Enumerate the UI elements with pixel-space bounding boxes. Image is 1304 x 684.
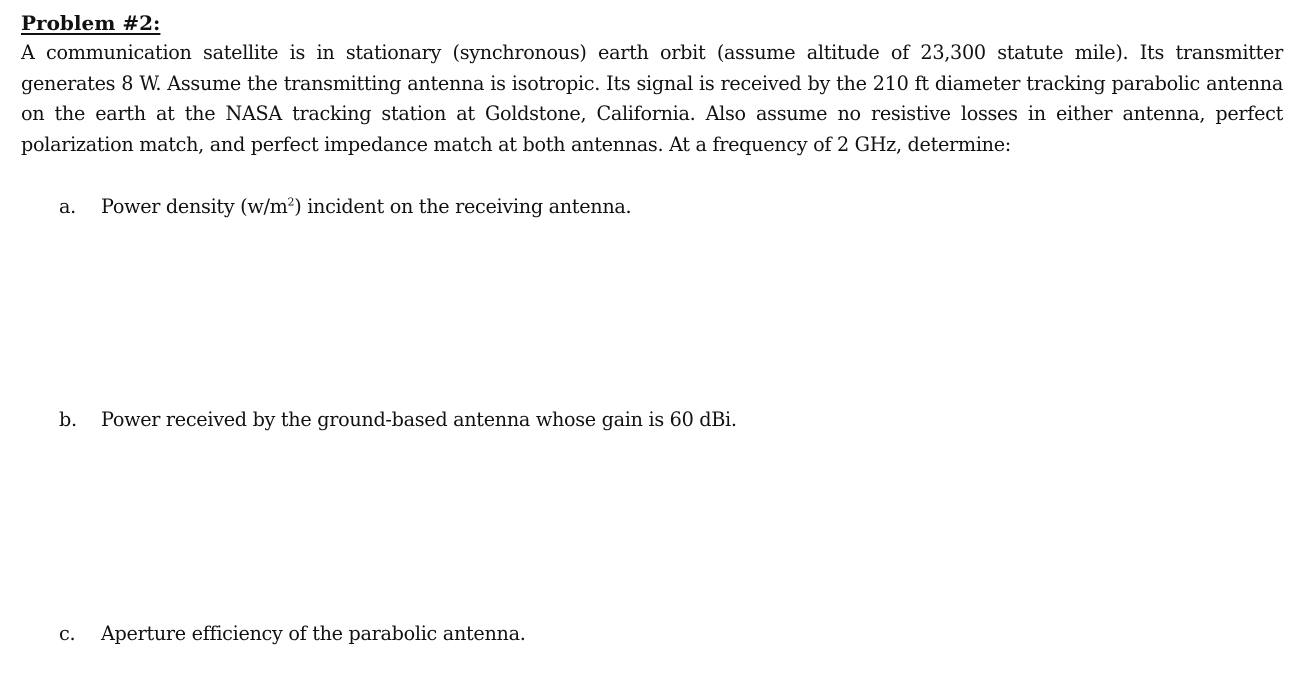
question-part-c [59,620,526,648]
question-part-a [59,193,631,221]
question-part-a-marker: a. [59,195,76,218]
question-part-c-text: Aperture efficiency of the parabolic antenna. [101,622,526,645]
question-part-b-text: Power received by the ground-based antenna whose gain is 60 dBi. [101,408,737,431]
question-part-c-marker: c. [59,622,76,645]
problem-statement: A communication satellite is in stationary (synchronous) earth orbit (assume altitude of 23,300 statute mile). Its transmitter generates 8 W. Assume the transmitting antenna is isotropic. Its signal is received by the 210 ft diameter tracking parabolic antenna on the earth at the NASA tracking station at Goldstone, California. Also assume no resistive losses in either antenna, perfect polarization match, and perfect impedance match at both antennas. At a frequency of 2 GHz, determine: [21,41,1283,156]
question-part-a-text-before: Power density (w/m [101,195,288,218]
question-part-b [59,406,737,434]
question-part-b-marker: b. [59,408,77,431]
question-part-a-superscript: 2 [287,195,295,209]
problem-document [21,8,1283,645]
question-part-a-text-after: ) incident on the receiving antenna. [294,195,632,218]
problem-title: Problem #2: [21,11,161,35]
